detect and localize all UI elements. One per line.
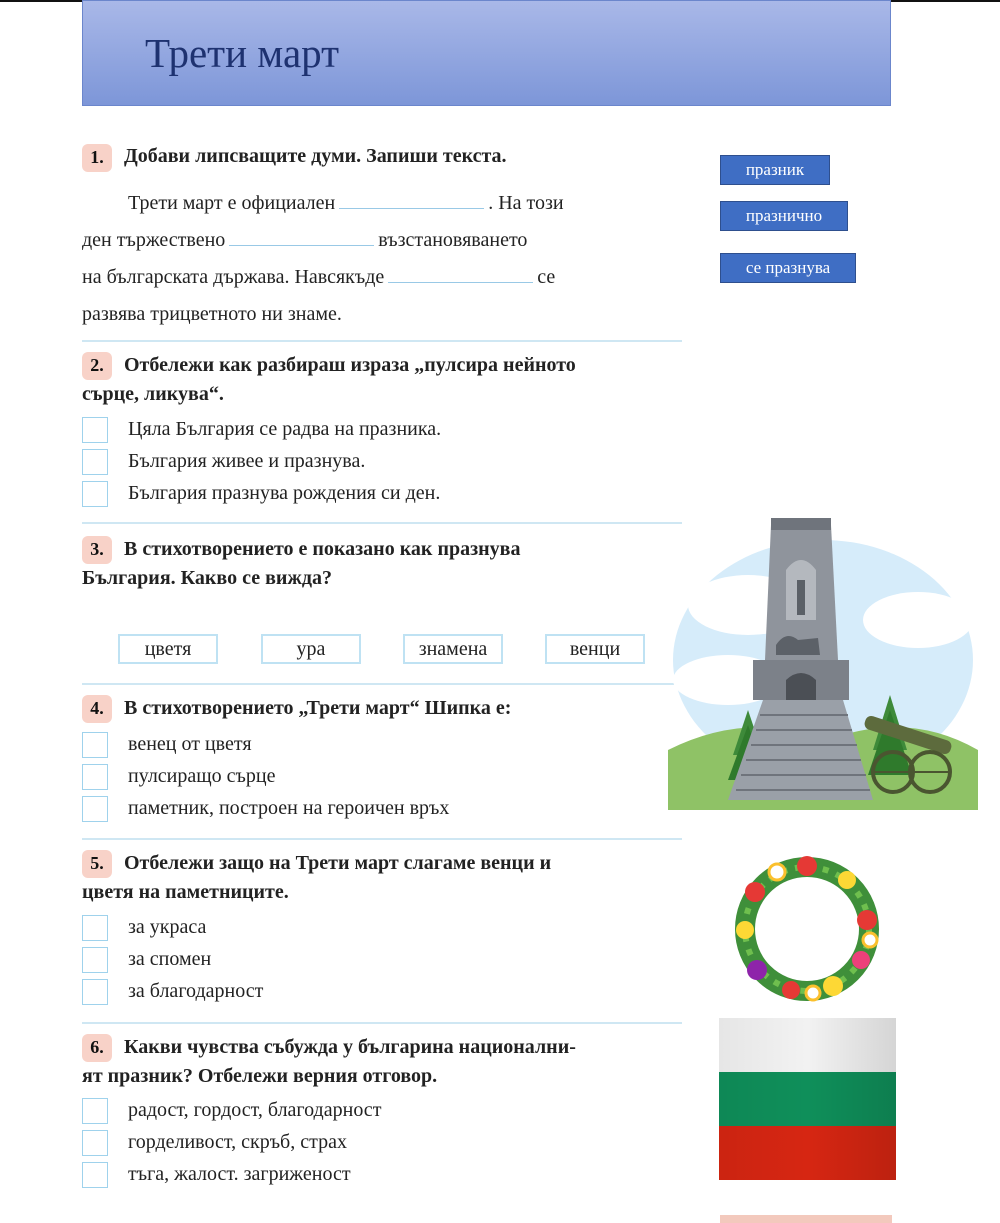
checkbox[interactable]: [82, 1098, 108, 1124]
shipka-monument-illustration: [668, 510, 978, 810]
checkbox[interactable]: [82, 1130, 108, 1156]
checkbox[interactable]: [82, 481, 108, 507]
question-number: 3.: [82, 536, 112, 564]
question-6-prompt: 6. Какви чувства събужда у българина национални- ят празник? Отбележи верния отговор.: [82, 1036, 576, 1088]
flower-wreath-illustration: [725, 848, 890, 1010]
question-number: 5.: [82, 850, 112, 878]
checkbox[interactable]: [82, 796, 108, 822]
question-1-prompt: 1. Добави липсващите думи. Запиши текста.: [82, 142, 680, 172]
answer-chip-venci[interactable]: венци: [545, 634, 645, 664]
separator: [82, 1022, 682, 1024]
text-line: Трети март е официален . На този: [128, 192, 564, 214]
separator: [82, 340, 682, 342]
checkbox[interactable]: [82, 915, 108, 941]
checkbox[interactable]: [82, 732, 108, 758]
text-line: развява трицветното ни знаме.: [82, 303, 342, 325]
question-1-text: [82, 185, 682, 333]
checkbox[interactable]: [82, 764, 108, 790]
checkbox[interactable]: [82, 947, 108, 973]
text-line: ден тържествено възстановяването: [82, 229, 528, 251]
question-number: 4.: [82, 695, 112, 723]
question-4-prompt: 4. В стихотворението „Трети март“ Шипка е:: [82, 694, 680, 723]
blank-field-1[interactable]: [339, 207, 484, 209]
checkbox[interactable]: [82, 979, 108, 1005]
word-button-praznik[interactable]: празник: [720, 155, 830, 185]
checkbox[interactable]: [82, 1162, 108, 1188]
blank-field-2[interactable]: [229, 244, 374, 246]
word-button-praznichno[interactable]: празнично: [720, 201, 848, 231]
page-title: Трети март: [145, 30, 340, 76]
bottom-decorative-strip: [720, 1215, 892, 1223]
question-number: 2.: [82, 352, 112, 380]
question-3-prompt: 3. В стихотворението е показано как празнува България. Какво се вижда?: [82, 538, 521, 590]
checkbox[interactable]: [82, 417, 108, 443]
question-number: 6.: [82, 1034, 112, 1062]
answer-chip-ura[interactable]: ура: [261, 634, 361, 664]
separator: [82, 522, 682, 524]
answer-chip-cvetya[interactable]: цветя: [118, 634, 218, 664]
question-number: 1.: [82, 144, 112, 172]
blank-field-3[interactable]: [388, 281, 533, 283]
word-button-se-praznuva[interactable]: се празнува: [720, 253, 856, 283]
bulgarian-flag-illustration: [719, 1018, 896, 1180]
checkbox[interactable]: [82, 449, 108, 475]
text-line: на българската държава. Навсякъде се: [82, 266, 556, 288]
question-2-prompt: 2. Отбележи как разбираш израза „пулсира нейното сърце, ликува“.: [82, 354, 576, 406]
title-banner: [82, 0, 891, 106]
question-5-prompt: 5. Отбележи защо на Трети март слагаме венци и цветя на паметниците.: [82, 852, 552, 904]
answer-chip-znamena[interactable]: знамена: [403, 634, 503, 664]
separator: [82, 683, 682, 685]
separator: [82, 838, 682, 840]
